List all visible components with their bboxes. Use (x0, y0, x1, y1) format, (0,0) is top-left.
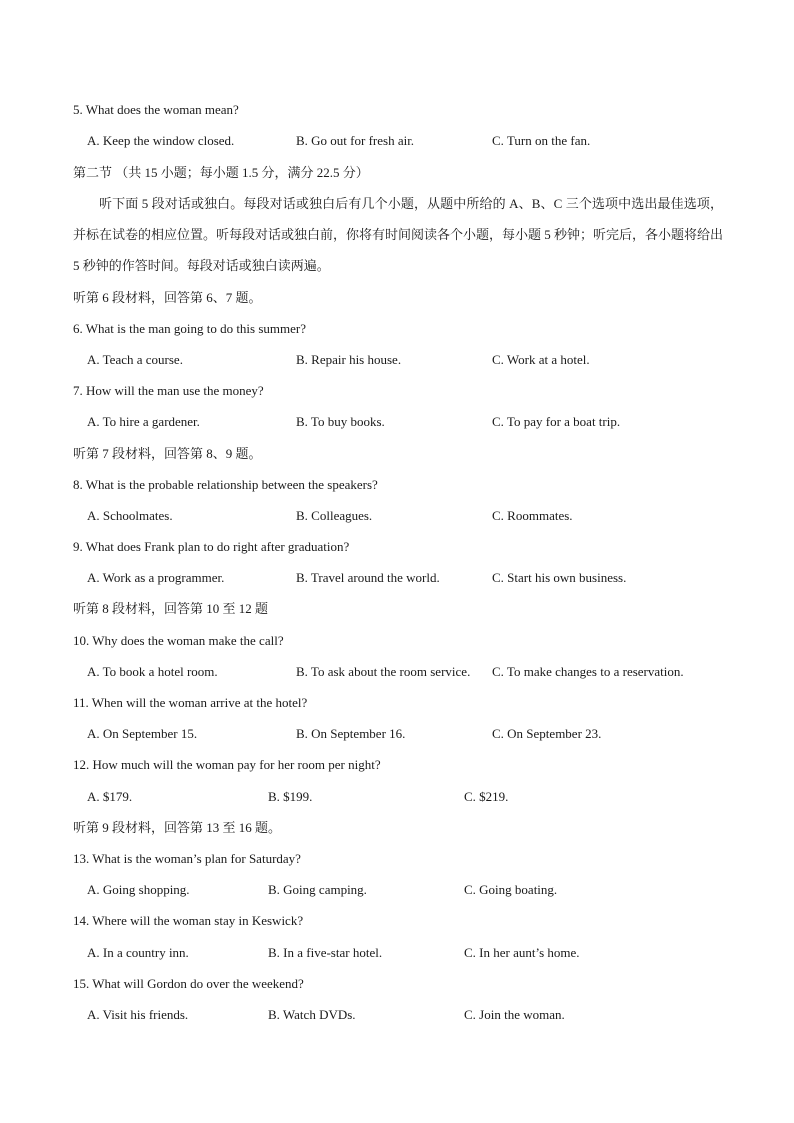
question-7-options (0, 414, 794, 430)
option-b: B. To ask about the room service. (296, 664, 471, 679)
option-b: B. Go out for fresh air. (296, 133, 415, 148)
question-15: 15. What will Gordon do over the weekend? (73, 976, 304, 991)
question-9-options (0, 570, 794, 586)
question-10-options (0, 664, 794, 680)
option-c: C. Join the woman. (464, 1007, 565, 1022)
question-13-options (0, 882, 794, 898)
option-a: A. To hire a gardener. (87, 414, 200, 429)
section-instructions: 听下面 5 段对话或独白。每段对话或独白后有几个小题，从题中所给的 A、B、C 三个选项中选出最佳选项，并标在试卷的相应位置。听每段对话或独白前，你将有时间阅读各个小题，每小题 5 秒钟；听完后，各小题将给出 5 秒钟的作答时间。每段对话或独白读两遍。 (73, 196, 724, 273)
option-a: A. $179. (87, 789, 133, 804)
option-a: A. Visit his friends. (87, 1007, 189, 1022)
question-14: 14. Where will the woman stay in Keswick? (73, 913, 304, 928)
option-b: B. On September 16. (296, 726, 406, 741)
option-c: C. $219. (464, 789, 509, 804)
option-c: C. To make changes to a reservation. (492, 664, 684, 679)
group-heading-9: 听第 9 段材料，回答第 13 至 16 题。 (73, 820, 282, 835)
question-15-options (0, 1007, 794, 1023)
question-12: 12. How much will the woman pay for her room per night? (73, 757, 381, 772)
option-c: C. Roommates. (492, 508, 573, 523)
option-b: B. Watch DVDs. (268, 1007, 356, 1022)
question-13: 13. What is the woman’s plan for Saturday? (73, 851, 301, 866)
option-c: C. In her aunt’s home. (464, 945, 580, 960)
option-c: C. Turn on the fan. (492, 133, 591, 148)
option-a: A. Teach a course. (87, 352, 183, 367)
option-a: A. Keep the window closed. (87, 133, 235, 148)
group-heading-7: 听第 7 段材料，回答第 8、9 题。 (73, 446, 262, 461)
option-b: B. Going camping. (268, 882, 367, 897)
option-b: B. In a five-star hotel. (268, 945, 383, 960)
option-a: A. On September 15. (87, 726, 198, 741)
question-8-options (0, 508, 794, 524)
question-10: 10. Why does the woman make the call? (73, 633, 284, 648)
question-9: 9. What does Frank plan to do right after graduation? (73, 539, 350, 554)
question-6-options (0, 352, 794, 368)
option-c: C. On September 23. (492, 726, 602, 741)
question-7: 7. How will the man use the money? (73, 383, 264, 398)
option-a: A. Going shopping. (87, 882, 190, 897)
group-heading-6: 听第 6 段材料，回答第 6、7 题。 (73, 290, 262, 305)
option-a: A. Work as a programmer. (87, 570, 225, 585)
question-5: 5. What does the woman mean? (73, 102, 239, 117)
option-b: B. Travel around the world. (296, 570, 440, 585)
option-c: C. Going boating. (464, 882, 558, 897)
question-11: 11. When will the woman arrive at the hotel? (73, 695, 308, 710)
option-c: C. To pay for a boat trip. (492, 414, 621, 429)
group-heading-8: 听第 8 段材料，回答第 10 至 12 题 (73, 601, 269, 616)
option-b: B. Colleagues. (296, 508, 373, 523)
option-b: B. $199. (268, 789, 313, 804)
question-14-options (0, 945, 794, 961)
option-b: B. Repair his house. (296, 352, 402, 367)
question-12-options (0, 789, 794, 805)
question-8: 8. What is the probable relationship between the speakers? (73, 477, 378, 492)
option-c: C. Start his own business. (492, 570, 627, 585)
question-11-options (0, 726, 794, 742)
option-c: C. Work at a hotel. (492, 352, 590, 367)
question-6: 6. What is the man going to do this summer? (73, 321, 307, 336)
option-a: A. In a country inn. (87, 945, 189, 960)
section-heading: 第二节 （共 15 小题；每小题 1.5 分，满分 22.5 分） (73, 165, 369, 180)
option-b: B. To buy books. (296, 414, 385, 429)
question-5-options (0, 133, 794, 149)
option-a: A. To book a hotel room. (87, 664, 218, 679)
option-a: A. Schoolmates. (87, 508, 173, 523)
